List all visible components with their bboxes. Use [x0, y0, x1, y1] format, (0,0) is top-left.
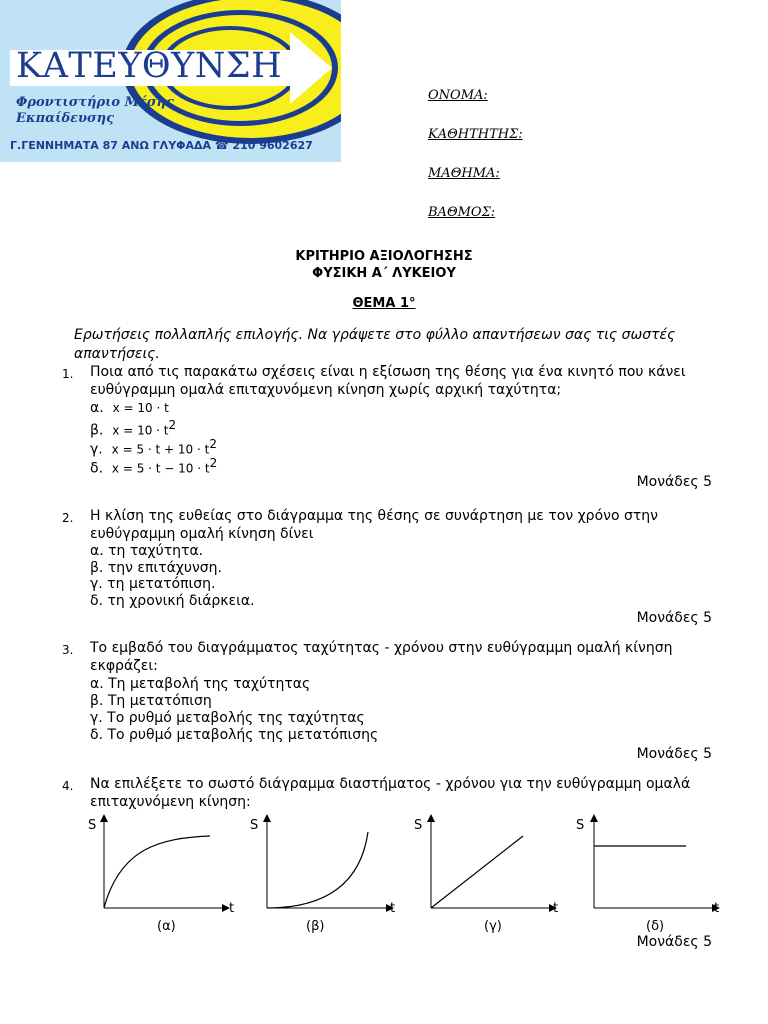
option-d: δ. $x = 5 \cdot t - 10 \cdot t^2$	[90, 456, 218, 477]
field-subject: ΜΑΘΗΜΑ:	[428, 166, 500, 181]
logo-subtitle-line2: Εκπαίδευσης	[16, 111, 115, 126]
marks: Μονάδες 5	[636, 474, 712, 490]
option-c: γ. Το ρυθμό μεταβολής της ταχύτητας	[90, 710, 365, 726]
section-title: ΘΕΜΑ 1°	[352, 296, 416, 311]
option-d: δ. τη χρονική διάρκεια.	[90, 593, 255, 609]
curve-a	[104, 836, 210, 908]
question-number: 2.	[62, 511, 74, 525]
axis-label-t: t	[390, 901, 396, 916]
exam-title: ΚΡΙΤΗΡΙΟ ΑΞΙΟΛΟΓΗΣΗΣ	[295, 249, 473, 264]
graph-label: (β)	[306, 919, 325, 934]
option-b: β. την επιτάχυνση.	[90, 560, 223, 576]
question-text: Να επιλέξετε το σωστό διάγραμμα διαστήματος - χρόνου για την ευθύγραμμη ομαλά επιταχυνόμενη κίνηση:	[90, 776, 691, 810]
field-grade: ΒΑΘΜΟΣ:	[428, 205, 496, 220]
instructions: Ερωτήσεις πολλαπλής επιλογής. Να γράψετε στο φύλλο απαντήσεων σας τις σωστές απαντήσεις.	[74, 327, 676, 362]
graph-c	[414, 818, 558, 934]
option-b: β. $x = 10 \cdot t^2$	[90, 418, 177, 439]
axis-label-s: S	[414, 818, 423, 833]
graph-label: (α)	[157, 919, 176, 934]
option-d: δ. Το ρυθμό μεταβολής της μετατόπισης	[90, 727, 379, 743]
option-c: γ. τη μετατόπιση.	[90, 576, 216, 592]
logo-subtitle-line1: Φροντιστήριο Μέσης	[16, 95, 174, 110]
field-name: ΟΝΟΜΑ:	[428, 88, 488, 103]
axis-label-t: t	[553, 901, 559, 916]
axis-label-s: S	[576, 818, 585, 833]
option-a: α. Τη μεταβολή της ταχύτητας	[90, 676, 311, 692]
curve-b	[267, 832, 368, 908]
axis-label-t: t	[714, 901, 720, 916]
question-text: Ποια από τις παρακάτω σχέσεις είναι η εξίσωση της θέσης για ένα κινητό που κάνει ευθύγραμμη ομαλά επιταχυνόμενη κίνηση χωρίς αρχική ταχύτητα;	[90, 364, 686, 398]
option-c: γ. $x = 5 \cdot t + 10 \cdot t^2$	[90, 437, 217, 458]
question-text: Το εμβαδό του διαγράμματος ταχύτητας - χρόνου στην ευθύγραμμη ομαλή κίνηση εκφράζει:	[90, 640, 673, 674]
question-number: 4.	[62, 779, 74, 793]
option-a: α. τη ταχύτητα.	[90, 543, 204, 559]
graph-d	[576, 818, 719, 934]
graphs	[0, 808, 768, 938]
axis-label-t: t	[229, 901, 235, 916]
field-teacher: ΚΑΘΗΤΗΤΗΣ:	[428, 127, 523, 142]
logo-title: ΚΑΤΕΥΘΥΝΣΗ	[16, 46, 283, 86]
question-number: 1.	[62, 367, 74, 381]
graph-label: (δ)	[646, 919, 665, 934]
marks: Μονάδες 5	[636, 610, 712, 626]
graph-b	[250, 818, 395, 934]
graph-a	[88, 818, 234, 934]
graph-label: (γ)	[484, 919, 502, 934]
question-text: Η κλίση της ευθείας στο διάγραμμα της θέσης σε συνάρτηση με τον χρόνο στην ευθύγραμμη ομαλή κίνηση δίνει	[90, 508, 658, 542]
option-a: α. x = 10 · t	[90, 400, 169, 416]
axis-label-s: S	[250, 818, 259, 833]
axis-label-s: S	[88, 818, 97, 833]
option-b: β. Τη μετατόπιση	[90, 693, 212, 709]
exam-subject: ΦΥΣΙΚΗ Α΄ ΛΥΚΕΙΟΥ	[312, 266, 456, 281]
curve-c	[431, 836, 523, 908]
logo	[0, 0, 341, 162]
question-number: 3.	[62, 643, 74, 657]
marks: Μονάδες 5	[636, 934, 712, 950]
logo-address: Γ.ΓΕΝΝΗΜΑΤΑ 87 ΑΝΩ ΓΛΥΦΑΔΑ ☎ 210 9602627	[10, 139, 313, 152]
marks: Μονάδες 5	[636, 746, 712, 762]
